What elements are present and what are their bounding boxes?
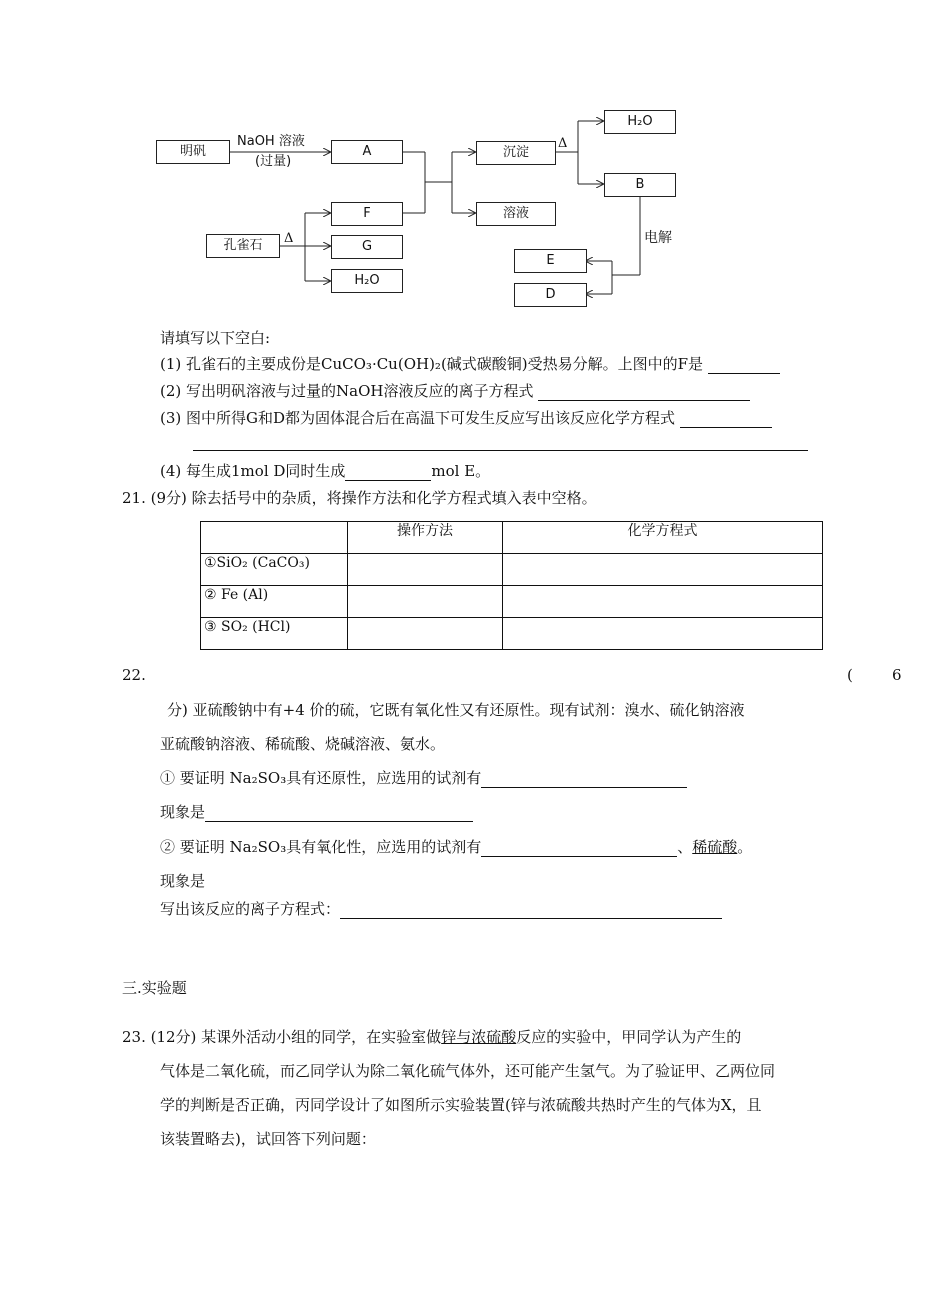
q20-blank-2[interactable] xyxy=(538,384,750,401)
q21-row-3-label: ③ SO₂ (HCl) xyxy=(201,618,348,650)
q21-row-1-method[interactable] xyxy=(348,554,503,586)
q22-blank-reagent-2[interactable] xyxy=(481,840,677,857)
node-d: D xyxy=(514,283,587,307)
q23-line2: 气体是二氧化硫，而乙同学认为除二氧化硫气体外，还可能产生氢气。为了验证甲、乙两位同 xyxy=(160,1062,776,1080)
q22-q1 xyxy=(160,768,687,788)
q20-blank-3b[interactable] xyxy=(193,450,808,451)
q23-line4: 该装置略去)，试回答下列问题： xyxy=(160,1130,376,1148)
q23-line1 xyxy=(122,1027,741,1047)
label-delta-top: Δ xyxy=(558,136,568,151)
node-h2o-top: H₂O xyxy=(604,110,676,134)
q21-row-1-equation[interactable] xyxy=(503,554,823,586)
q21-row-2-method[interactable] xyxy=(348,586,503,618)
q22-number: 22. xyxy=(122,666,146,684)
q22-phen1 xyxy=(160,802,473,822)
q20-part4 xyxy=(160,461,490,481)
q23-line1-a: 23. (12分) 某课外活动小组的同学，在实验室做 xyxy=(122,1028,442,1046)
label-guoliang: (过量) xyxy=(255,154,292,169)
q21-title: 21. (9分) 除去括号中的杂质，将操作方法和化学方程式填入表中空格。 xyxy=(122,489,597,507)
q20-part3-text: (3) 图中所得G和D都为固体混合后在高温下可发生反应写出该反应化学方程式 xyxy=(160,409,676,427)
q22-q2-reagent: 稀硫酸 xyxy=(692,838,738,856)
node-rongye: 溶液 xyxy=(476,202,556,226)
q21-row-2-equation[interactable] xyxy=(503,586,823,618)
q20-blank-1[interactable] xyxy=(708,357,780,374)
label-naoh: NaOH 溶液 xyxy=(237,134,305,149)
label-delta-left: Δ xyxy=(284,231,294,246)
q22-ionic xyxy=(160,899,722,919)
node-mingfan: 明矾 xyxy=(156,140,230,164)
q21-table xyxy=(200,521,823,650)
label-dianjie: 电解 xyxy=(644,230,672,246)
q20-part1 xyxy=(160,354,780,374)
q22-line2: 亚硫酸钠溶液、稀硫酸、烧碱溶液、氨水。 xyxy=(160,735,446,753)
flow-diagram-lines xyxy=(0,0,950,320)
q22-blank-ionic[interactable] xyxy=(340,902,722,919)
q21-header-blank xyxy=(201,522,348,554)
q22-q2-text: ② 要证明 Na₂SO₃具有氧化性，应选用的试剂有 xyxy=(160,838,482,856)
q20-blank-3[interactable] xyxy=(680,411,772,428)
node-chendian: 沉淀 xyxy=(476,141,556,165)
q20-part2 xyxy=(160,381,750,401)
q20-blank-4[interactable] xyxy=(345,464,431,481)
q20-part4-text-a: (4) 每生成1mol D同时生成 xyxy=(160,462,346,480)
q21-header-equation: 化学方程式 xyxy=(503,522,823,554)
q22-phen1-text: 现象是 xyxy=(160,803,206,821)
q22-q1-text: ① 要证明 Na₂SO₃具有还原性，应选用的试剂有 xyxy=(160,769,482,787)
q20-part2-text: (2) 写出明矾溶液与过量的NaOH溶液反应的离子方程式 xyxy=(160,382,534,400)
q22-blank-phen-1[interactable] xyxy=(205,805,473,822)
q22-blank-reagent-1[interactable] xyxy=(481,771,687,788)
q20-part3 xyxy=(160,408,772,428)
node-g: G xyxy=(331,235,403,259)
section-3-title: 三.实验题 xyxy=(122,979,187,997)
node-b: B xyxy=(604,173,676,197)
q22-q2 xyxy=(160,837,752,857)
q21-row-3-method[interactable] xyxy=(348,618,503,650)
q21-row-3-equation[interactable] xyxy=(503,618,823,650)
q22-score-num: 6 xyxy=(892,666,902,684)
q23-line3: 学的判断是否正确，丙同学设计了如图所示实验装置(锌与浓硫酸共热时产生的气体为X，且 xyxy=(160,1096,762,1114)
q21-header-method: 操作方法 xyxy=(348,522,503,554)
q22-q2-sep: 、 xyxy=(677,838,693,856)
q20-intro: 请填写以下空白: xyxy=(160,329,271,347)
node-f: F xyxy=(331,202,403,226)
q20-part4-text-b: mol E。 xyxy=(431,462,491,480)
q22-ionic-text: 写出该反应的离子方程式： xyxy=(160,900,341,918)
node-h2o-bottom: H₂O xyxy=(331,269,403,293)
q23-line1-underlined: 锌与浓硫酸 xyxy=(441,1028,517,1046)
node-kongqueshi: 孔雀石 xyxy=(206,234,280,258)
q21-row-1-label: ①SiO₂ (CaCO₃) xyxy=(201,554,348,586)
q22-q2-end: 。 xyxy=(737,838,753,856)
q20-part1-text: (1) 孔雀石的主要成份是CuCO₃·Cu(OH)₂(碱式碳酸铜)受热易分解。上图中的F是 xyxy=(160,355,704,373)
node-e: E xyxy=(514,249,587,273)
q21-row-2-label: ② Fe (Al) xyxy=(201,586,348,618)
node-a: A xyxy=(331,140,403,164)
q22-score-open: ( xyxy=(847,666,853,684)
q22-line1: 分) 亚硫酸钠中有+4 价的硫，它既有氧化性又有还原性。现有试剂：溴水、硫化钠溶液 xyxy=(167,701,745,719)
q22-phen2: 现象是 xyxy=(160,872,206,890)
q23-line1-c: 反应的实验中，甲同学认为产生的 xyxy=(516,1028,742,1046)
